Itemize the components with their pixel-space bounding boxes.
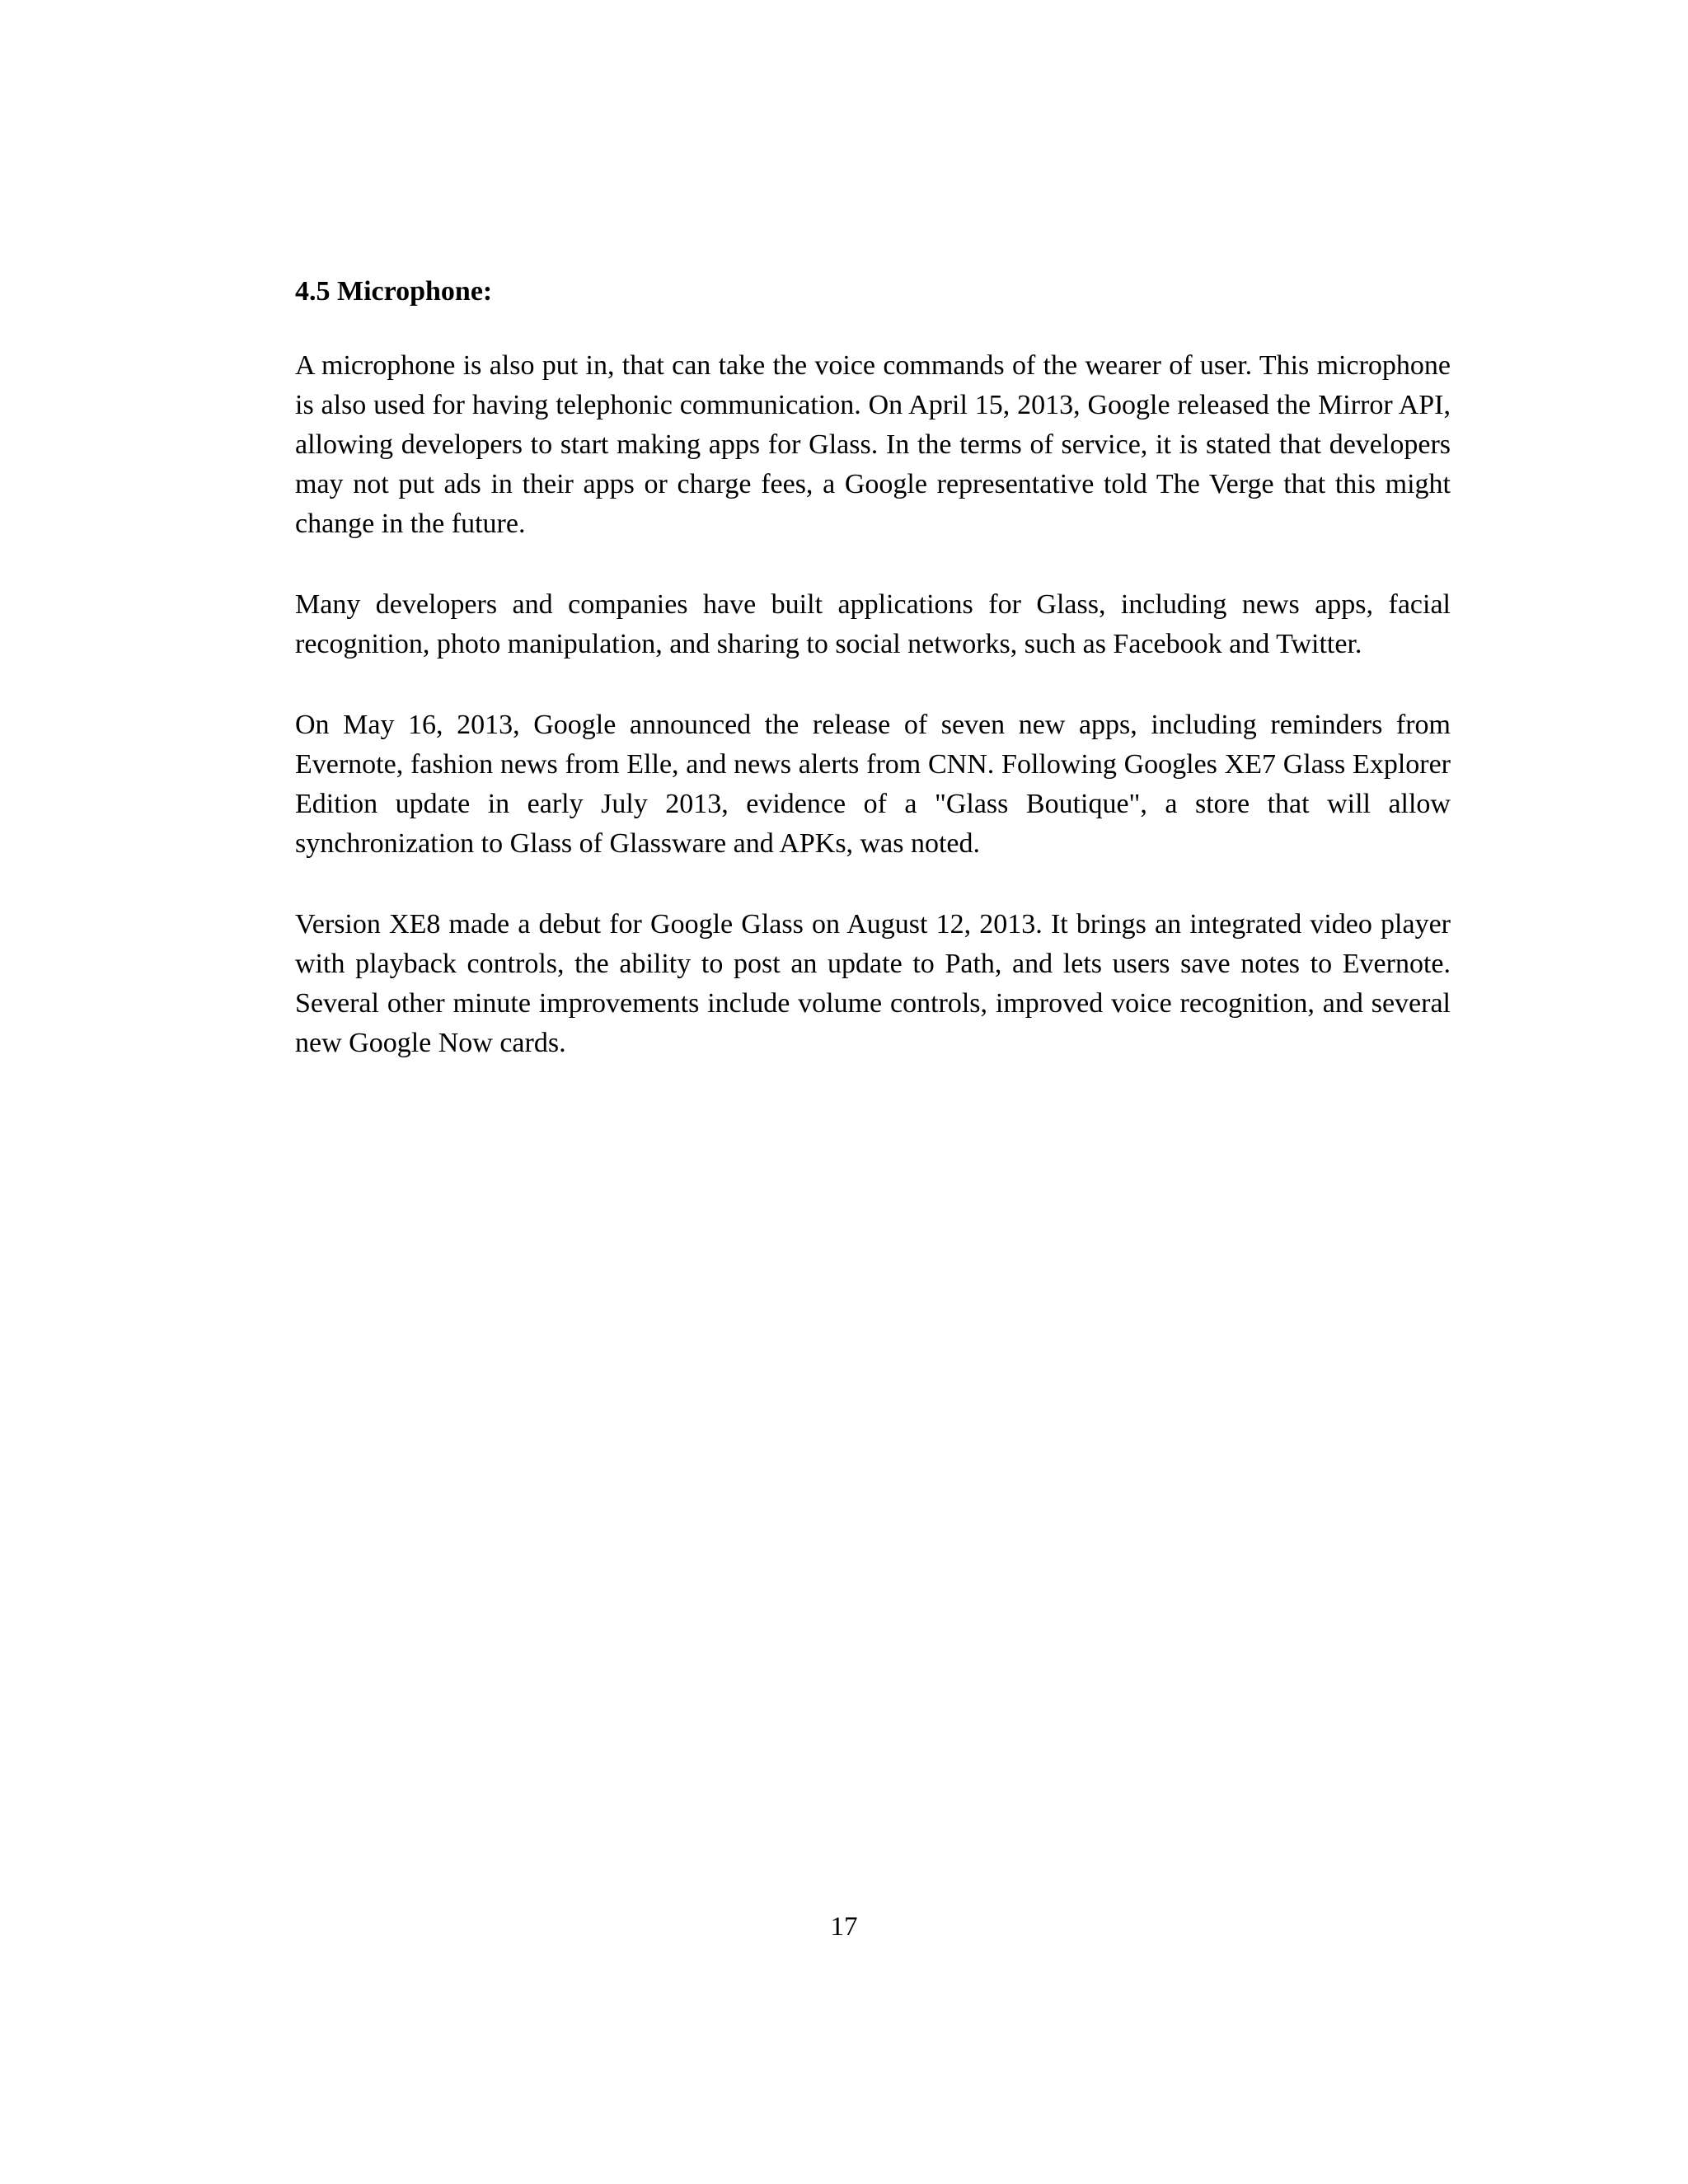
paragraph-3: On May 16, 2013, Google announced the release of seven new apps, including reminders from Evernote, fashion news from Elle, and news alerts from CNN. Following Googles XE7 Glass Explorer Edition update in early July 2013, evidence of a "Glass Boutique", a store that will allow synchronization to Glass of Glassware and APKs, was noted. bbox=[295, 710, 1451, 859]
page-number: 17 bbox=[830, 1912, 858, 1942]
paragraph-2: Many developers and companies have built applications for Glass, including news apps, facial recognition, photo manipulation, and sharing to social networks, such as Facebook and Twitter. bbox=[295, 589, 1451, 659]
paragraph-4: Version XE8 made a debut for Google Glass on August 12, 2013. It brings an integrated video player with playback controls, the ability to post an update to Path, and lets users save notes to Evernote. Several other minute improvements include volume controls, improved voice recognition, and several new Google Now cards. bbox=[295, 909, 1451, 1058]
section-heading: 4.5 Microphone: bbox=[295, 276, 493, 307]
paragraph-1: A microphone is also put in, that can take the voice commands of the wearer of user. This microphone is also used for having telephonic communication. On April 15, 2013, Google released the Mirror API, allowing developers to start making apps for Glass. In the terms of service, it is stated that developers may not put ads in their apps or charge fees, a Google representative told The Verge that this might change in the future. bbox=[295, 350, 1451, 539]
page-content bbox=[295, 272, 1451, 1104]
